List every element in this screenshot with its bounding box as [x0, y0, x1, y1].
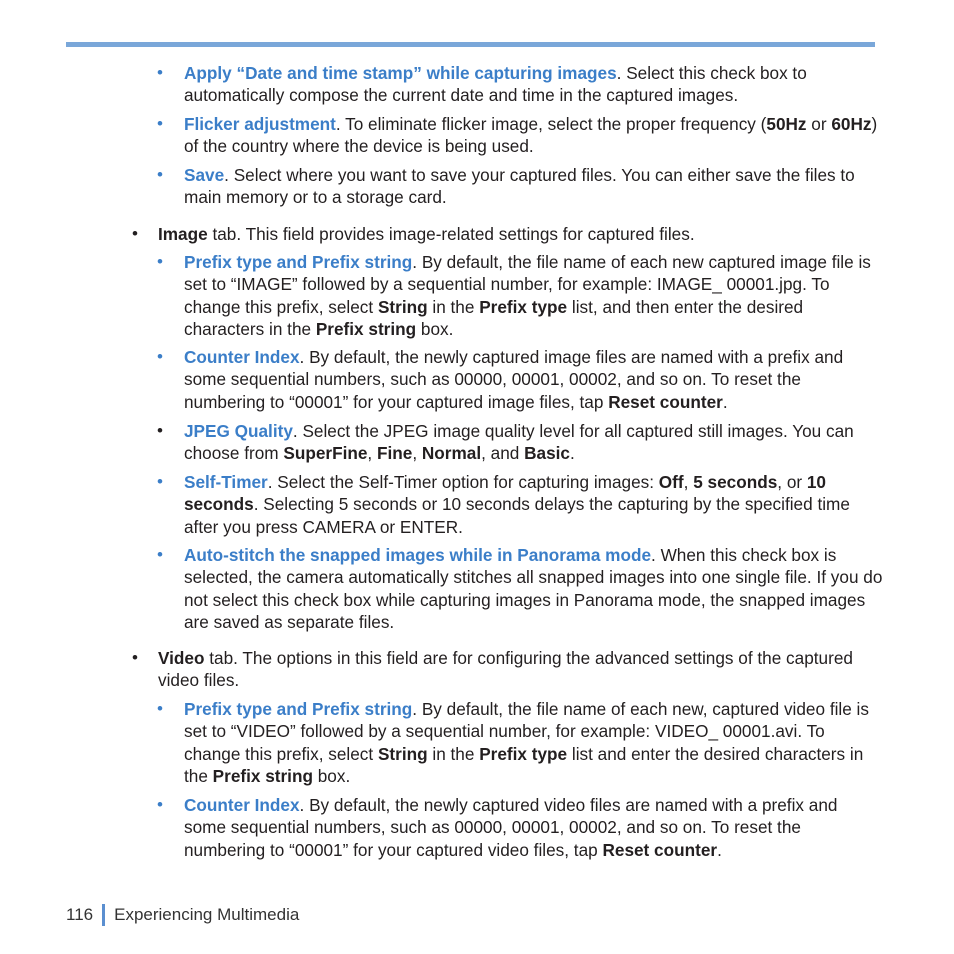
- description: tab. The options in this field are for configuring the advanced settings of the captured video files.: [158, 648, 853, 691]
- bullet: •: [157, 545, 163, 564]
- bold-term: Prefix string: [315, 319, 417, 340]
- bold-term: Off: [658, 472, 684, 492]
- description: . By default, the newly captured video files are named with a prefix and some sequential numbers, such as 00000, 00001, 00002, and so on. To reset the numbering to “00001” for your captured video files, tap: [184, 795, 838, 860]
- bullet: •: [157, 63, 163, 82]
- header-rule: [66, 42, 875, 47]
- list-item: [157, 346, 884, 413]
- bold-term: 60Hz: [831, 114, 872, 134]
- description: .: [722, 391, 728, 412]
- bold-term: Prefix type: [479, 296, 568, 317]
- bold-term: Reset counter: [602, 839, 718, 860]
- term: Flicker adjustment: [184, 114, 336, 134]
- description: box.: [416, 319, 454, 340]
- page-footer: [66, 904, 299, 926]
- term: Prefix type and Prefix string: [184, 699, 413, 719]
- term: Save: [184, 165, 225, 185]
- list-item: [157, 113, 884, 158]
- bold-term: Fine: [376, 443, 413, 464]
- description: . By default, the file name of each new, captured video file is set to “VIDEO” followed by a sequential number, for example: VIDEO_ 00001.avi. To change this prefix, select: [184, 699, 869, 764]
- bold-term: Normal: [421, 443, 482, 464]
- description: .: [569, 443, 575, 464]
- description: . Select the Self-Timer option for capturing images:: [267, 472, 659, 492]
- bullet: •: [157, 114, 163, 133]
- description: . Selecting 5 seconds or 10 seconds delays the capturing by the specified time after you press CAMERA or ENTER.: [184, 494, 850, 537]
- footer-divider: [102, 904, 105, 926]
- bold-term: String: [377, 296, 428, 317]
- description: list, and then enter the desired characters in the: [184, 296, 804, 340]
- list-item: [157, 251, 884, 341]
- bold-term: 5 seconds: [693, 472, 778, 492]
- description: . When this check box is selected, the camera automatically stitches all snapped images into one single file. If you do not select this check box while capturing images in Panorama mode, the snapped images are saved as separate files.: [184, 545, 883, 633]
- bold-term: 10 seconds: [184, 472, 826, 515]
- bullet: •: [157, 347, 163, 366]
- bold-term: Basic: [524, 443, 570, 464]
- bullet: •: [132, 648, 138, 667]
- bullet: •: [157, 795, 163, 814]
- bold-term: Reset counter: [608, 391, 723, 412]
- list-item: [157, 471, 884, 538]
- description: or: [806, 114, 832, 134]
- description: box.: [312, 766, 351, 787]
- description: , and: [481, 443, 525, 464]
- description: . To eliminate flicker image, select the proper frequency (: [335, 114, 767, 134]
- description: . By default, the newly captured image files are named with a prefix and some sequential numbers, such as 00000, 00001, 00002, and so on. To reset the numbering to “00001” for your captured image files, tap: [184, 347, 844, 412]
- list-item: [157, 420, 884, 465]
- bold-term: Prefix string: [212, 766, 313, 787]
- bold-term: Prefix type: [479, 743, 568, 764]
- bold-term: String: [377, 743, 428, 764]
- page-number: 116: [66, 905, 94, 924]
- bold-term: 50Hz: [766, 114, 807, 134]
- term: Self-Timer: [184, 472, 268, 492]
- list-item: [157, 62, 884, 107]
- term: Apply “Date and time stamp” while capturing images: [184, 63, 617, 83]
- description: . Select this check box to automatically compose the current date and time in the captured images.: [184, 63, 807, 106]
- description: tab. This field provides image-related settings for captured files.: [207, 224, 695, 244]
- list-item: [157, 544, 884, 634]
- bullet: •: [157, 421, 163, 440]
- list-item: [132, 223, 884, 245]
- section-title: Experiencing Multimedia: [114, 905, 300, 924]
- term: JPEG Quality: [184, 421, 293, 441]
- description: ,: [367, 443, 377, 464]
- bullet: •: [157, 252, 163, 271]
- list-item: [157, 164, 884, 209]
- bullet: •: [132, 224, 138, 243]
- description: ,: [412, 443, 422, 464]
- description: ,: [683, 472, 694, 492]
- description: . By default, the file name of each new captured image file is set to “IMAGE” followed by a sequential number, for example: IMAGE_ 00001.jpg. To change this prefix, select: [184, 252, 871, 317]
- description: .: [717, 839, 722, 860]
- description: in the: [427, 296, 480, 317]
- list-item: [157, 698, 884, 788]
- description: in the: [427, 743, 480, 764]
- list-item: [157, 794, 884, 861]
- description: . Select the JPEG image quality level for all captured still images. You can choose from: [184, 421, 854, 464]
- bullet: •: [157, 472, 163, 491]
- term: Prefix type and Prefix string: [184, 252, 413, 272]
- description: . Select where you want to save your captured files. You can either save the files to main memory or to a storage card.: [184, 165, 855, 208]
- bold-term: SuperFine: [283, 443, 368, 464]
- description: , or: [777, 472, 807, 492]
- bullet: •: [157, 699, 163, 718]
- term: Counter Index: [184, 347, 300, 367]
- list-item: [132, 647, 884, 692]
- description: ) of the country where the device is being used.: [184, 114, 878, 157]
- bold-term: Image: [158, 224, 208, 244]
- description: list and enter the desired characters in the: [184, 743, 864, 787]
- bullet: •: [157, 165, 163, 184]
- term: Auto-stitch the snapped images while in Panorama mode: [184, 545, 652, 565]
- term: Counter Index: [184, 795, 300, 815]
- bold-term: Video: [158, 648, 205, 668]
